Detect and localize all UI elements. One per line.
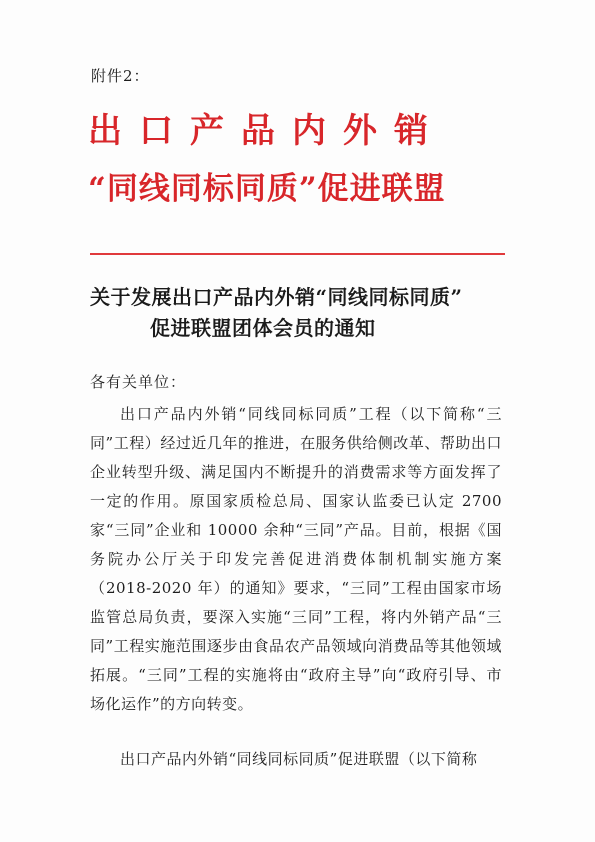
- body-paragraph-2: 出口产品内外销“同线同标同质”促进联盟（以下简称: [120, 750, 478, 768]
- letterhead-line-2: “同线同标同质”促进联盟: [88, 171, 446, 207]
- notice-title-line-1: 关于发展出口产品内外销“同线同标同质”: [90, 285, 463, 309]
- attachment-label: 附件2：: [91, 67, 150, 85]
- notice-title-line-2: 促进联盟团体会员的通知: [150, 316, 376, 340]
- red-divider-line: [90, 253, 505, 255]
- body-paragraph-1: 出口产品内外销“同线同标同质”工程（以下简称“三同”工程）经过近几年的推进，在服务供给侧改革、帮助出口企业转型升级、满足国内不断提升的消费需求等方面发挥了一定的作用。原国家质检总局、国家认监委已认定 2700家“三同”企业和 10000 余种“三同”产品。目前，根据《国务院办公厅关于印发完善促进消费体制机制实施方案（2018-2020 年）的通知》要求，“三同”工程由国家市场监管总局负责，要深入实施“三同”工程，将内外销产品“三同”工程实施范围逐步由食品农产品领域向消费品等其他领域拓展。“三同”工程的实施将由“政府主导”向“政府引导、市场化运作”的方向转变。: [90, 405, 502, 713]
- letterhead-line-1: 出口产品内外销: [88, 111, 445, 151]
- salutation: 各有关单位：: [90, 373, 187, 391]
